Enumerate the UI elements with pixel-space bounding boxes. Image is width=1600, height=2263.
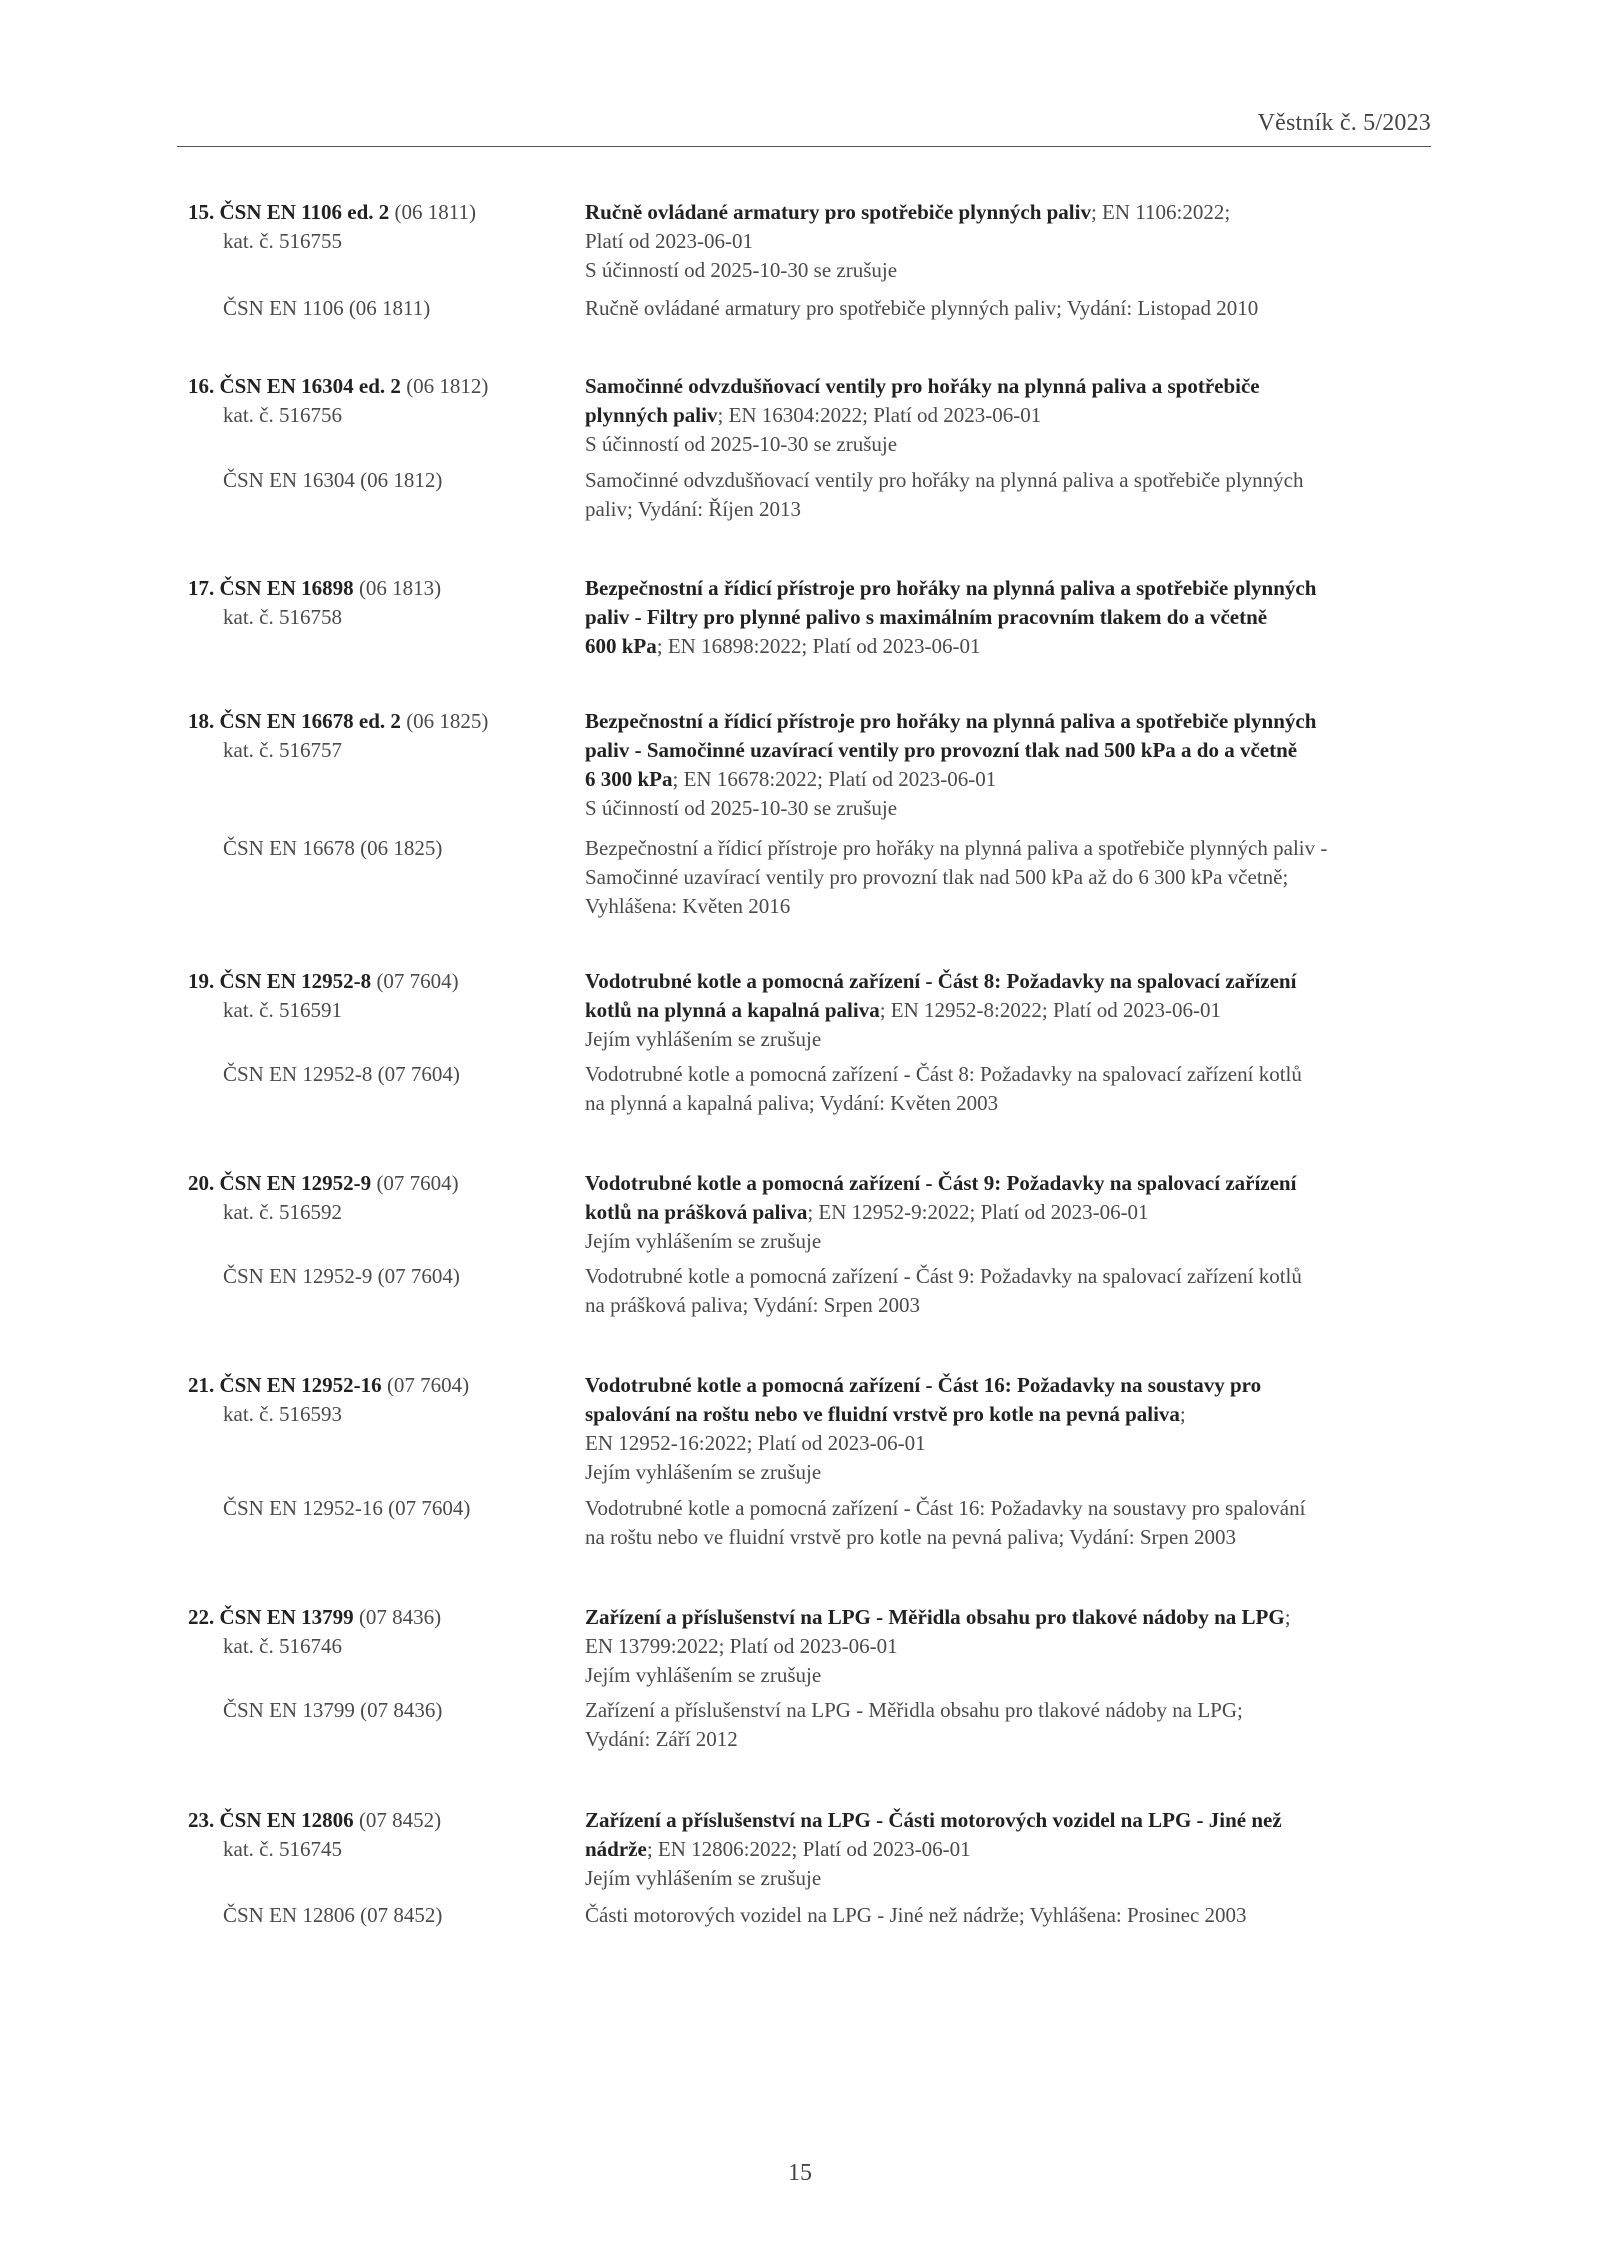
- standard-title-line: paliv - Samočinné uzavírací ventily pro provozní tlak nad 500 kPa a do a včetně: [585, 738, 1298, 762]
- standard-designation: ČSN EN 12806: [219, 1808, 354, 1832]
- class-code: (07 7604): [386, 1373, 470, 1397]
- new-standard-line: ; EN 12952-9:2022; Platí od 2023-06-01: [807, 1200, 1149, 1224]
- replaced-standard-text: [585, 834, 1445, 921]
- entry-number: 19.: [188, 969, 215, 993]
- class-code: (07 8452): [358, 1808, 442, 1832]
- replaced-standard-text: [585, 294, 1445, 323]
- replaced-line: Zařízení a příslušenství na LPG - Měřidla obsahu pro tlakové nádoby na LPG;: [585, 1698, 1243, 1722]
- entry-heading: [188, 372, 578, 401]
- entry-heading: [188, 574, 578, 603]
- standard-title-line: paliv - Filtry pro plynné palivo s maximálním pracovním tlakem do a včetně: [585, 605, 1268, 629]
- replaced-line: Části motorových vozidel na LPG - Jiné než nádrže; Vyhlášena: Prosinec 2003: [585, 1903, 1247, 1927]
- new-standard-line: ;: [1179, 1402, 1186, 1426]
- standard-designation: ČSN EN 16898: [219, 576, 354, 600]
- entry-heading: [188, 1806, 578, 1835]
- new-standard-line: Jejím vyhlášením se zrušuje: [585, 1866, 822, 1890]
- entry-number: 15.: [188, 200, 215, 224]
- replaced-line: Ručně ovládané armatury pro spotřebiče plynných paliv; Vydání: Listopad 2010: [585, 296, 1259, 320]
- new-standard-line: Jejím vyhlášením se zrušuje: [585, 1663, 822, 1687]
- replaced-line: Vodotrubné kotle a pomocná zařízení - Část 9: Požadavky na spalovací zařízení kotlů: [585, 1264, 1302, 1288]
- new-standard-text: [585, 1603, 1445, 1632]
- replaced-standard-text: [585, 1696, 1445, 1754]
- standard-designation: ČSN EN 12952-9: [219, 1171, 372, 1195]
- new-standard-line: ; EN 16304:2022; Platí od 2023-06-01: [717, 403, 1042, 427]
- replaced-standard-text: [585, 466, 1445, 524]
- catalog-number: kat. č. 516745: [223, 1837, 342, 1861]
- bulletin-title: Věstník č. 5/2023: [1257, 110, 1431, 136]
- entry-number: 17.: [188, 576, 215, 600]
- replaced-line: Bezpečnostní a řídicí přístroje pro hořáky na plynná paliva a spotřebiče plynných paliv -: [585, 836, 1328, 860]
- new-standard-text: [585, 632, 1445, 661]
- new-standard-text: [585, 401, 1445, 430]
- catalog-number: kat. č. 516746: [223, 1634, 342, 1658]
- standard-title-line: plynných paliv: [585, 403, 718, 427]
- standard-title-line: Zařízení a příslušenství na LPG - Části motorových vozidel na LPG - Jiné než: [585, 1808, 1282, 1832]
- standard-designation: ČSN EN 16304 ed. 2: [219, 374, 401, 398]
- catalog-number: kat. č. 516758: [223, 605, 342, 629]
- standard-title-line: nádrže: [585, 1837, 647, 1861]
- replaced-line: paliv; Vydání: Říjen 2013: [585, 497, 802, 521]
- new-standard-line: Platí od 2023-06-01: [585, 229, 753, 253]
- new-standard-line: EN 12952-16:2022; Platí od 2023-06-01: [585, 1431, 926, 1455]
- standard-title-line: spalování na roštu nebo ve fluidní vrstvě pro kotle na pevná paliva: [585, 1402, 1180, 1426]
- new-standard-line: ;: [1284, 1605, 1291, 1629]
- new-standard-text: [585, 996, 1445, 1025]
- replaced-line: na prášková paliva; Vydání: Srpen 2003: [585, 1293, 920, 1317]
- replaced-line: na roštu nebo ve fluidní vrstvě pro kotle na pevná paliva; Vydání: Srpen 2003: [585, 1525, 1237, 1549]
- new-standard-line: Jejím vyhlášením se zrušuje: [585, 1027, 822, 1051]
- new-standard-text: [585, 1400, 1445, 1429]
- standard-title: Ručně ovládané armatury pro spotřebiče plynných paliv: [585, 200, 1091, 224]
- standard-title-line: Vodotrubné kotle a pomocná zařízení - Část 16: Požadavky na soustavy pro: [585, 1373, 1262, 1397]
- replaced-standard-text: [585, 1901, 1445, 1930]
- standard-title-line: Vodotrubné kotle a pomocná zařízení - Část 8: Požadavky na spalovací zařízení: [585, 969, 1297, 993]
- new-standard-text: [585, 1198, 1445, 1227]
- entry-heading: [188, 1371, 578, 1400]
- replaced-line: na plynná a kapalná paliva; Vydání: Květen 2003: [585, 1091, 999, 1115]
- standard-title-line: kotlů na plynná a kapalná paliva: [585, 998, 880, 1022]
- catalog-number: kat. č. 516756: [223, 403, 342, 427]
- new-standard-line: ; EN 12806:2022; Platí od 2023-06-01: [646, 1837, 971, 1861]
- standard-title-line: Zařízení a příslušenství na LPG - Měřidla obsahu pro tlakové nádoby na LPG: [585, 1605, 1285, 1629]
- replaced-standard-text: [585, 1262, 1445, 1320]
- replaced-standard-text: [585, 1494, 1445, 1552]
- standard-designation: ČSN EN 13799: [219, 1605, 354, 1629]
- standard-title-line: 6 300 kPa: [585, 767, 673, 791]
- entry-number: 16.: [188, 374, 215, 398]
- new-standard-text: [585, 1835, 1445, 1864]
- entry-heading: [188, 1603, 578, 1632]
- entry-number: 18.: [188, 709, 215, 733]
- replaced-standard: ČSN EN 12952-8 (07 7604): [223, 1062, 460, 1086]
- standard-title-line: 600 kPa: [585, 634, 657, 658]
- class-code: (07 8436): [358, 1605, 442, 1629]
- new-standard-line: ; EN 16678:2022; Platí od 2023-06-01: [672, 767, 997, 791]
- new-standard-line: ; EN 12952-8:2022; Platí od 2023-06-01: [879, 998, 1221, 1022]
- standard-designation: ČSN EN 12952-16: [219, 1373, 382, 1397]
- new-standard-line: Jejím vyhlášením se zrušuje: [585, 1229, 822, 1253]
- new-standard-line: ; EN 16898:2022; Platí od 2023-06-01: [656, 634, 981, 658]
- replaced-standard: ČSN EN 12952-16 (07 7604): [223, 1496, 471, 1520]
- entry-heading: [188, 1169, 578, 1198]
- new-standard-text: [585, 765, 1445, 794]
- replaced-standard: ČSN EN 1106 (06 1811): [223, 296, 431, 320]
- class-code: (07 7604): [376, 1171, 459, 1195]
- replaced-line: Samočinné uzavírací ventily pro provozní tlak nad 500 kPa až do 6 300 kPa včetně;: [585, 865, 1289, 889]
- replaced-standard: ČSN EN 16678 (06 1825): [223, 836, 443, 860]
- replaced-line: Samočinné odvzdušňovací ventily pro hořáky na plynná paliva a spotřebiče plynných: [585, 468, 1304, 492]
- replaced-line: Vydání: Září 2012: [585, 1727, 738, 1751]
- standard-title-line: Bezpečnostní a řídicí přístroje pro hořáky na plynná paliva a spotřebiče plynných: [585, 709, 1317, 733]
- class-code: (06 1813): [358, 576, 442, 600]
- standard-designation: ČSN EN 16678 ed. 2: [219, 709, 401, 733]
- class-code: (06 1812): [406, 374, 489, 398]
- entry-heading: [188, 198, 578, 227]
- replaced-standard: ČSN EN 13799 (07 8436): [223, 1698, 443, 1722]
- catalog-number: kat. č. 516755: [223, 229, 342, 253]
- new-standard-line: Jejím vyhlášením se zrušuje: [585, 1460, 822, 1484]
- standard-designation: ČSN EN 12952-8: [219, 969, 372, 993]
- entry-number: 21.: [188, 1373, 215, 1397]
- new-standard-line: S účinností od 2025-10-30 se zrušuje: [585, 796, 898, 820]
- standard-designation: ČSN EN 1106 ed. 2: [219, 200, 390, 224]
- standard-title-line: Vodotrubné kotle a pomocná zařízení - Část 9: Požadavky na spalovací zařízení: [585, 1171, 1297, 1195]
- entry-number: 22.: [188, 1605, 215, 1629]
- standard-title-line: Samočinné odvzdušňovací ventily pro hořáky na plynná paliva a spotřebiče: [585, 374, 1260, 398]
- catalog-number: kat. č. 516593: [223, 1402, 342, 1426]
- replaced-standard: ČSN EN 12806 (07 8452): [223, 1903, 443, 1927]
- entry-heading: [188, 967, 578, 996]
- replaced-standard: ČSN EN 12952-9 (07 7604): [223, 1264, 460, 1288]
- replaced-line: Vodotrubné kotle a pomocná zařízení - Část 16: Požadavky na soustavy pro spalování: [585, 1496, 1306, 1520]
- class-code: (07 7604): [376, 969, 459, 993]
- class-code: (06 1825): [406, 709, 489, 733]
- replaced-line: Vyhlášena: Květen 2016: [585, 894, 791, 918]
- new-standard-line: S účinností od 2025-10-30 se zrušuje: [585, 258, 898, 282]
- entry-number: 23.: [188, 1808, 215, 1832]
- new-standard-line: S účinností od 2025-10-30 se zrušuje: [585, 432, 898, 456]
- catalog-number: kat. č. 516757: [223, 738, 342, 762]
- page-header: [177, 110, 1431, 147]
- new-standard-line: EN 13799:2022; Platí od 2023-06-01: [585, 1634, 898, 1658]
- entry-heading: [188, 707, 578, 736]
- new-standard-text: [585, 198, 1445, 227]
- page-number: 15: [788, 2160, 812, 2186]
- catalog-number: kat. č. 516592: [223, 1200, 342, 1224]
- class-code: (06 1811): [394, 200, 476, 224]
- standard-title-line: kotlů na prášková paliva: [585, 1200, 808, 1224]
- replaced-standard: ČSN EN 16304 (06 1812): [223, 468, 443, 492]
- new-standard-line: ; EN 1106:2022;: [1090, 200, 1231, 224]
- replaced-line: Vodotrubné kotle a pomocná zařízení - Část 8: Požadavky na spalovací zařízení kotlů: [585, 1062, 1302, 1086]
- replaced-standard-text: [585, 1060, 1445, 1118]
- catalog-number: kat. č. 516591: [223, 998, 342, 1022]
- standard-title-line: Bezpečnostní a řídicí přístroje pro hořáky na plynná paliva a spotřebiče plynných: [585, 576, 1317, 600]
- entry-number: 20.: [188, 1171, 215, 1195]
